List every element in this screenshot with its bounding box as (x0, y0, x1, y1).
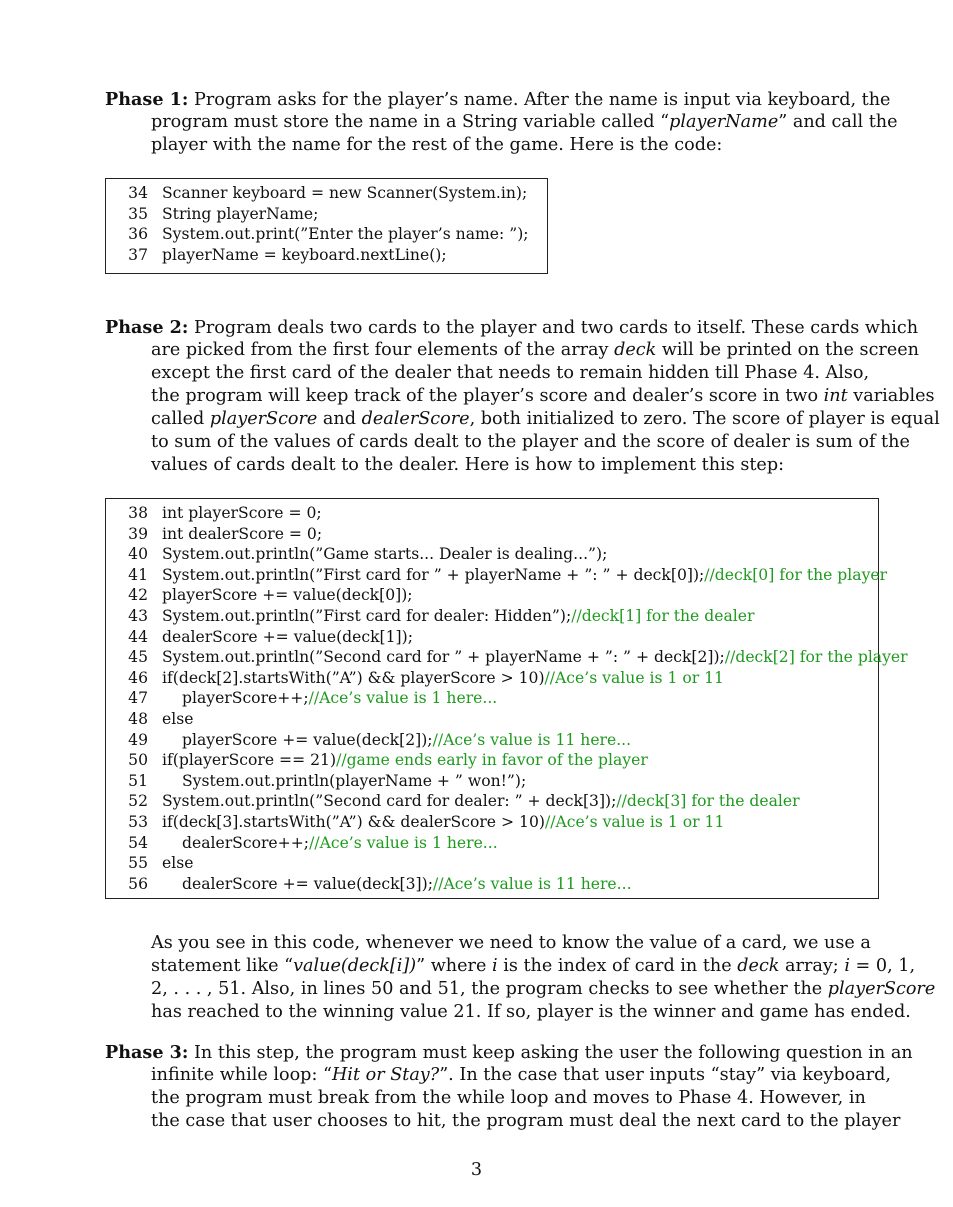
code-text: else (162, 709, 194, 728)
explanation-line-1 (105, 932, 871, 955)
code-text: if(deck[2].startsWith(”A”) && playerScore > 10) (162, 668, 545, 687)
code-comment: //Ace’s value is 11 here... (432, 874, 632, 893)
phase3-line-3 (105, 1087, 866, 1110)
code-line (106, 606, 878, 627)
phase2-text-5c: , both initialized to zero. The score of player is equal (469, 409, 940, 429)
code-text: if(playerScore == 21) (162, 751, 337, 770)
code-line (106, 771, 878, 792)
code-line (106, 627, 878, 648)
explanation-paragraph (105, 932, 936, 1024)
phase2-text-5a: called (151, 409, 210, 429)
phase1-text-2b: ” and call the (778, 112, 898, 132)
code-line (106, 224, 547, 245)
code-line (106, 688, 878, 709)
code-line (106, 585, 878, 606)
explanation-line-4 (105, 1001, 911, 1024)
code-comment: //Ace’s value is 1 here... (308, 689, 498, 708)
explanation-value-expr: value(deck[i]) (293, 956, 417, 976)
code-line (106, 709, 878, 730)
code-line (106, 750, 878, 771)
code-text: else (162, 854, 194, 873)
code-text: String playerName; (162, 204, 319, 223)
phase3-text-4: the case that user chooses to hit, the program must deal the next card to the player (151, 1111, 901, 1131)
code-line (106, 524, 878, 545)
phase3-text-2b: ”. In the case that user inputs “stay” via keyboard, (439, 1065, 891, 1085)
explanation-text-2d: is the index of card in the (497, 956, 738, 976)
phase1-line-1 (105, 88, 891, 111)
phase2-label: Phase 2: (105, 317, 189, 338)
code-line (106, 245, 547, 266)
code-line (106, 647, 908, 668)
code-text: playerName = keyboard.nextLine(); (162, 245, 447, 264)
line-number: 35 (128, 204, 148, 223)
phase2-line-5 (105, 408, 940, 431)
phase3-text-2a: infinite while loop: “ (151, 1065, 332, 1085)
code-line (106, 544, 878, 565)
phase2-text-5b: and (317, 409, 362, 429)
phase2-text-1: Program deals two cards to the player and two cards to itself. These cards which (188, 318, 919, 338)
line-number: 37 (128, 245, 148, 264)
code-comment: //Ace’s value is 11 here... (432, 730, 632, 749)
code-text: Scanner keyboard = new Scanner(System.in); (162, 184, 528, 202)
phase2-text-2b: will be printed on the screen (656, 340, 919, 360)
line-number: 44 (128, 627, 148, 646)
code-comment: //deck[1] for the dealer (571, 606, 755, 625)
code-line (106, 668, 878, 689)
line-number: 51 (128, 771, 148, 790)
phase3-line-1 (105, 1041, 913, 1064)
phase3-question: Hit or Stay? (331, 1065, 440, 1085)
explanation-line-2 (105, 955, 916, 978)
phase3-text-3: the program must break from the while loop and moves to Phase 4. However, in (151, 1088, 866, 1108)
code-text: System.out.println(”Second card for dealer: ” + deck[3]); (162, 792, 617, 811)
code-text: int dealerScore = 0; (162, 524, 323, 543)
line-number: 39 (128, 524, 148, 543)
code-line (106, 853, 878, 874)
line-number: 34 (128, 184, 148, 202)
explanation-text-4: has reached to the winning value 21. If so, player is the winner and game has ended. (151, 1002, 911, 1022)
explanation-text-2f: array; (779, 956, 845, 976)
line-number: 36 (128, 225, 148, 244)
code-line (106, 833, 878, 854)
explanation-text-2h: = 0, 1, (849, 956, 916, 976)
code-text: if(deck[3].startsWith(”A”) && dealerScore > 10) (162, 812, 545, 831)
phase2-line-4 (105, 385, 935, 408)
phase2-paragraph (105, 316, 940, 477)
code-text: System.out.println(”First card for dealer: Hidden”); (162, 606, 572, 625)
line-number: 50 (128, 751, 148, 770)
phase1-line-3 (105, 134, 857, 157)
code-text: playerScore += value(deck[0]); (162, 586, 413, 605)
phase2-line-6 (105, 431, 910, 454)
line-number: 43 (128, 606, 148, 625)
explanation-text-2a: statement like “ (151, 956, 294, 976)
phase2-line-7 (105, 454, 857, 477)
phase1-text-3: player with the name for the rest of the game. Here is the code: (151, 135, 723, 155)
phase1-text-1: Program asks for the player’s name. After the name is input via keyboard, the (188, 90, 891, 110)
phase2-text-2a: are picked from the first four elements of the array (151, 340, 615, 360)
code-text: System.out.print(”Enter the player’s name: ”); (162, 225, 529, 244)
code-line (106, 565, 888, 586)
code-listing-2 (105, 498, 908, 899)
phase2-text-6: to sum of the values of cards dealt to the player and the score of dealer is sum of the (151, 432, 910, 452)
line-number: 52 (128, 792, 148, 811)
code-text: int playerScore = 0; (162, 504, 322, 522)
phase2-line-1 (105, 316, 919, 339)
code-comment: //deck[0] for the player (704, 565, 888, 584)
code-text: System.out.println(”Second card for ” + playerName + ”: ” + deck[2]); (162, 648, 725, 667)
code-line (106, 204, 547, 225)
phase2-text-7: values of cards dealt to the dealer. Here is how to implement this step: (151, 455, 785, 475)
line-number: 38 (128, 504, 148, 522)
phase2-line-2 (105, 339, 919, 362)
explanation-text-3a: 2, . . . , 51. Also, in lines 50 and 51, the program checks to see whether the (151, 979, 828, 999)
code-comment: //deck[3] for the dealer (616, 792, 800, 811)
line-number: 54 (128, 833, 148, 852)
phase3-line-4 (105, 1110, 901, 1133)
phase1-paragraph (105, 88, 898, 157)
line-number: 56 (128, 874, 148, 893)
code-line (106, 874, 878, 895)
line-number: 55 (128, 854, 148, 873)
explanation-i-var: i (491, 956, 498, 976)
phase1-label: Phase 1: (105, 89, 189, 110)
explanation-i-var-2: i (844, 956, 850, 976)
phase2-deck-term: deck (614, 340, 657, 360)
phase2-text-3: except the first card of the dealer that needs to remain hidden till Phase 4. Also, (151, 363, 870, 383)
phase2-playerscore-term: playerScore (209, 409, 318, 429)
code-text: System.out.println(playerName + ” won!”); (182, 771, 527, 790)
code-text: dealerScore += value(deck[1]); (162, 627, 413, 646)
code-line (106, 812, 878, 833)
line-number: 48 (128, 709, 148, 728)
line-number: 47 (128, 689, 148, 708)
code-comment: //Ace’s value is 1 or 11 (544, 668, 724, 687)
line-number: 42 (128, 586, 148, 605)
phase3-text-1: In this step, the program must keep asking the user the following question in an (188, 1043, 913, 1063)
code-comment: //Ace’s value is 1 here... (309, 833, 498, 852)
phase3-label: Phase 3: (105, 1042, 189, 1063)
phase2-int-term: int (823, 386, 848, 406)
line-number: 53 (128, 812, 148, 831)
phase1-text-2a: program must store the name in a String variable called “ (151, 112, 670, 132)
phase1-var-name: playerName (669, 112, 779, 132)
code-text: dealerScore += value(deck[3]); (182, 874, 433, 893)
explanation-text-2b: ” where (416, 956, 492, 976)
line-number: 45 (128, 648, 148, 667)
code-text: System.out.println(”Game starts... Dealer is dealing...”); (162, 545, 608, 564)
code-listing-1 (105, 178, 548, 274)
explanation-text-1: As you see in this code, whenever we need to know the value of a card, we use a (151, 933, 871, 953)
phase3-line-2 (105, 1064, 891, 1087)
code-comment: //deck[2] for the player (724, 648, 908, 667)
code-line (106, 730, 878, 751)
line-number: 41 (128, 565, 148, 584)
code-line (106, 183, 547, 204)
line-number: 49 (128, 730, 148, 749)
explanation-playerscore-term: playerScore (827, 979, 936, 999)
phase2-dealerscore-term: dealerScore (361, 409, 470, 429)
phase2-line-3 (105, 362, 870, 385)
line-number: 46 (128, 668, 148, 687)
code-comment: //game ends early in favor of the player (336, 751, 648, 770)
page-number: 3 (470, 1160, 483, 1180)
explanation-deck-term: deck (737, 956, 780, 976)
code-text: System.out.println(”First card for ” + playerName + ”: ” + deck[0]); (162, 565, 705, 584)
phase3-paragraph (105, 1041, 913, 1133)
line-number: 40 (128, 545, 148, 564)
phase1-line-2 (105, 111, 898, 134)
phase2-text-4b: variables (847, 386, 935, 406)
code-text: playerScore += value(deck[2]); (182, 730, 433, 749)
code-text: playerScore++; (182, 689, 309, 708)
code-comment: //Ace’s value is 1 or 11 (544, 812, 725, 831)
code-text: dealerScore++; (182, 833, 310, 852)
explanation-line-3 (105, 978, 936, 1001)
code-line (106, 503, 878, 524)
code-line (106, 791, 878, 812)
phase2-text-4a: the program will keep track of the player’s score and dealer’s score in two (151, 386, 824, 406)
